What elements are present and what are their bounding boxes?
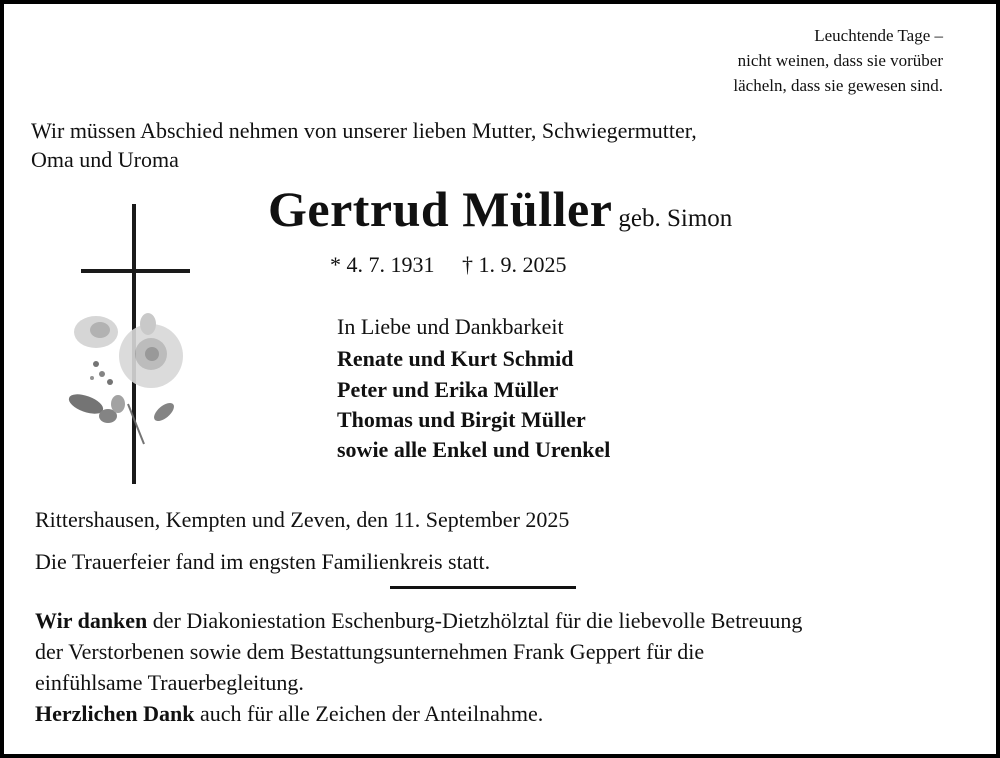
mourner-name: Thomas und Birgit Müller bbox=[337, 407, 586, 432]
mourner-name: Peter und Erika Müller bbox=[337, 377, 559, 402]
thanks-line bbox=[35, 608, 802, 634]
thanks-bold: Herzlichen Dank bbox=[35, 701, 195, 726]
mourner-name: Renate und Kurt Schmid bbox=[337, 346, 574, 371]
thanks-text: auch für alle Zeichen der Anteilnahme. bbox=[194, 701, 544, 726]
divider bbox=[390, 586, 576, 589]
intro-line: Wir müssen Abschied nehmen von unserer lieben Mutter, Schwiegermutter, bbox=[31, 118, 697, 143]
mourner-name: sowie alle Enkel und Urenkel bbox=[337, 437, 611, 462]
maiden-name: geb. Simon bbox=[618, 205, 733, 232]
motto-quote bbox=[733, 23, 943, 98]
thanks-text: der Diakoniestation Eschenburg-Dietzhölztal für die liebevolle Betreuung bbox=[147, 608, 803, 633]
thanks-line: einfühlsame Trauerbegleitung. bbox=[35, 670, 304, 695]
thanks-bold: Wir danken bbox=[35, 608, 148, 633]
place-date: Rittershausen, Kempten und Zeven, den 11. September 2025 bbox=[35, 507, 570, 532]
motto-line: nicht weinen, dass sie vorüber bbox=[737, 51, 943, 70]
life-dates: * 4. 7. 1931 † 1. 9. 2025 bbox=[330, 252, 567, 277]
full-name: Gertrud Müller bbox=[268, 181, 613, 237]
deceased-name bbox=[268, 180, 732, 238]
motto-line: Leuchtende Tage – bbox=[814, 26, 943, 45]
intro-line: Oma und Uroma bbox=[31, 147, 179, 172]
thanks-line bbox=[35, 701, 543, 727]
motto-line: lächeln, dass sie gewesen sind. bbox=[733, 76, 943, 95]
thanks-line: der Verstorbenen sowie dem Bestattungsunternehmen Frank Geppert für die bbox=[35, 639, 705, 664]
funeral-note: Die Trauerfeier fand im engsten Familienkreis statt. bbox=[35, 549, 491, 574]
mourners-intro: In Liebe und Dankbarkeit bbox=[337, 314, 564, 339]
